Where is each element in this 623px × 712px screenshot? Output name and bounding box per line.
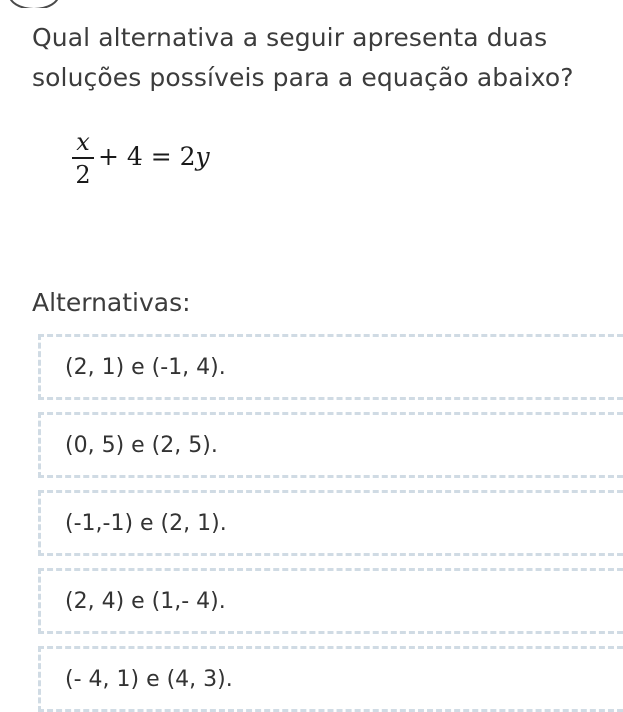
equation (72, 118, 210, 198)
fraction-numerator: x (76, 127, 90, 156)
option-label: (2, 4) e (1,- 4). (65, 588, 226, 614)
option-label: (2, 1) e (-1, 4). (65, 354, 226, 380)
option-5[interactable] (38, 646, 623, 712)
alternatives-heading: Alternativas: (32, 288, 191, 317)
fraction-bar (72, 157, 94, 159)
options-list (38, 334, 623, 712)
option-1[interactable] (38, 334, 623, 400)
option-4[interactable] (38, 568, 623, 634)
top-arc-decoration (0, 0, 70, 8)
equation-operator-part: + 4 = 2 (98, 141, 196, 171)
option-label: (- 4, 1) e (4, 3). (65, 666, 233, 692)
equation-variable: y (195, 141, 210, 171)
option-label: (-1,-1) e (2, 1). (65, 510, 227, 536)
fraction-denominator: 2 (75, 160, 91, 189)
equation-rest (98, 142, 210, 171)
equation-fraction (72, 128, 94, 189)
option-2[interactable] (38, 412, 623, 478)
option-3[interactable] (38, 490, 623, 556)
option-label: (0, 5) e (2, 5). (65, 432, 218, 458)
question-text: Qual alternativa a seguir apresenta duas soluções possíveis para a equação abaixo? (32, 23, 574, 92)
